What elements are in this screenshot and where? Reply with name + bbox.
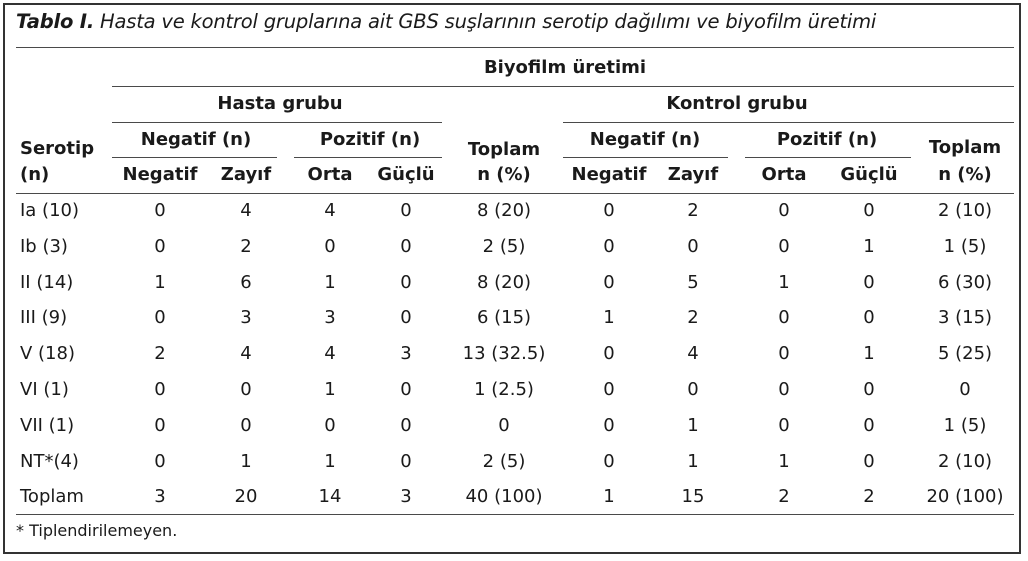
table-cell: 0: [400, 236, 412, 257]
table-cell: 0: [778, 236, 790, 257]
table-cell: 0: [603, 379, 615, 400]
table-cell: 1 (2.5): [474, 379, 534, 400]
table-cell: 1: [154, 272, 166, 293]
table-cell: 1: [687, 451, 699, 472]
table-cell: 40 (100): [465, 486, 543, 507]
table-cell: 0: [154, 236, 166, 257]
table-cell: 0: [400, 451, 412, 472]
footnote: * Tiplendirilemeyen.: [16, 521, 178, 540]
table-cell: 4: [324, 200, 336, 221]
row-serotip: Ia (10): [20, 200, 80, 221]
row-serotip: II (14): [20, 272, 74, 293]
hasta-toplam-header: Toplam: [467, 139, 541, 160]
table-cell: 0: [154, 415, 166, 436]
serotip-header-unit: (n): [20, 164, 50, 185]
table-cell: 4: [687, 343, 699, 364]
table-cell: 0: [863, 307, 875, 328]
table-cell: 0: [154, 200, 166, 221]
hasta-rule: [112, 122, 442, 123]
hasta-pozitif-rule: [294, 157, 442, 158]
row-serotip: Ib (3): [20, 236, 68, 257]
table-cell: 0: [400, 415, 412, 436]
table-cell: 1: [603, 307, 615, 328]
table-cell: 1: [324, 379, 336, 400]
table-cell: 1: [603, 486, 615, 507]
kontrol-negatif-header: Negatif (n): [589, 129, 701, 150]
table-cell: 2: [240, 236, 252, 257]
table-cell: 2: [863, 486, 875, 507]
table-cell: 1: [687, 415, 699, 436]
table-cell: 8 (20): [476, 272, 532, 293]
table-cell: 0: [603, 200, 615, 221]
table-cell: 1: [863, 343, 875, 364]
hasta-negatif-rule: [112, 157, 277, 158]
table-cell: 1: [863, 236, 875, 257]
kontrol-header: Kontrol grubu: [666, 93, 808, 114]
table-cell: 0: [400, 307, 412, 328]
kontrol-sub-negatif: Negatif: [571, 164, 647, 185]
table-cell: 2: [154, 343, 166, 364]
table-cell: 6 (30): [937, 272, 993, 293]
row-serotip: Toplam: [20, 486, 84, 507]
table-cell: 0: [154, 379, 166, 400]
table-cell: 0: [863, 415, 875, 436]
table-cell: 0: [863, 451, 875, 472]
table-cell: 0: [240, 379, 252, 400]
table-cell: 8 (20): [476, 200, 532, 221]
table-cell: 0: [603, 415, 615, 436]
table-cell: 0: [154, 307, 166, 328]
table-cell: 0: [154, 451, 166, 472]
table-cell: 1: [778, 272, 790, 293]
table-cell: 1 (5): [943, 236, 987, 257]
table-cell: 20 (100): [926, 486, 1004, 507]
table-cell: 2 (5): [482, 236, 526, 257]
hasta-pozitif-header: Pozitif (n): [319, 129, 421, 150]
table-cell: 20: [234, 486, 258, 507]
row-serotip: V (18): [20, 343, 75, 364]
table-cell: 0: [959, 379, 971, 400]
table-cell: 1: [240, 451, 252, 472]
kontrol-negatif-rule: [563, 157, 728, 158]
table-cell: 1: [778, 451, 790, 472]
table-cell: 13 (32.5): [462, 343, 546, 364]
table-cell: 1: [324, 451, 336, 472]
table-cell: 4: [240, 343, 252, 364]
caption-label: Tablo I.: [16, 10, 95, 33]
table-cell: 2 (5): [482, 451, 526, 472]
row-serotip: VII (1): [20, 415, 75, 436]
kontrol-pozitif-rule: [745, 157, 911, 158]
table-cell: 0: [778, 343, 790, 364]
row-serotip: VI (1): [20, 379, 69, 400]
table-cell: 4: [240, 200, 252, 221]
table-cell: 0: [687, 379, 699, 400]
table-cell: 3: [154, 486, 166, 507]
bottom-rule: [16, 514, 1014, 515]
table-cell: 0: [240, 415, 252, 436]
table-caption: [16, 10, 876, 33]
hasta-sub-negatif: Negatif: [122, 164, 198, 185]
serotip-header: Serotip: [20, 138, 95, 159]
table-cell: 0: [603, 451, 615, 472]
table-cell: 6 (15): [476, 307, 532, 328]
kontrol-rule: [563, 122, 1014, 123]
table-cell: 0: [324, 415, 336, 436]
table-cell: 0: [863, 200, 875, 221]
table-cell: 2: [778, 486, 790, 507]
table-cell: 2: [687, 200, 699, 221]
table-cell: 0: [863, 272, 875, 293]
table-cell: 3 (15): [937, 307, 993, 328]
hasta-header: Hasta grubu: [217, 93, 343, 114]
table-cell: 1 (5): [943, 415, 987, 436]
table-cell: 14: [318, 486, 342, 507]
header-bottom-rule: [16, 193, 1014, 194]
table-cell: 2 (10): [937, 200, 993, 221]
table-cell: 3: [400, 343, 412, 364]
kontrol-sub-guclu: Güçlü: [840, 164, 898, 185]
row-serotip: NT*(4): [20, 451, 79, 472]
table-cell: 6: [240, 272, 252, 293]
table-cell: 0: [778, 415, 790, 436]
table-cell: 0: [778, 200, 790, 221]
table-cell: 3: [400, 486, 412, 507]
kontrol-toplam-header: Toplam: [928, 137, 1002, 158]
biofilm-rule: [112, 86, 1014, 87]
table-cell: 0: [324, 236, 336, 257]
hasta-toplam-unit: n (%): [477, 164, 531, 185]
table-cell: 5 (25): [937, 343, 993, 364]
hasta-sub-orta: Orta: [307, 164, 353, 185]
table-cell: 0: [603, 272, 615, 293]
table-cell: 0: [498, 415, 510, 436]
top-rule: [16, 47, 1014, 48]
hasta-sub-zayif: Zayıf: [220, 164, 272, 185]
table-cell: 0: [603, 236, 615, 257]
table-cell: 3: [324, 307, 336, 328]
kontrol-toplam-unit: n (%): [938, 164, 992, 185]
table-cell: 0: [778, 379, 790, 400]
kontrol-pozitif-header: Pozitif (n): [776, 129, 878, 150]
table-cell: 0: [603, 343, 615, 364]
kontrol-sub-orta: Orta: [761, 164, 807, 185]
table-cell: 0: [400, 200, 412, 221]
row-serotip: III (9): [20, 307, 68, 328]
caption-text: Hasta ve kontrol gruplarına ait GBS suşlarının serotip dağılımı ve biyofilm üretimi: [94, 10, 877, 33]
table-cell: 0: [687, 236, 699, 257]
table-cell: 0: [863, 379, 875, 400]
table-cell: 0: [400, 379, 412, 400]
kontrol-sub-zayif: Zayıf: [667, 164, 719, 185]
table-cell: 2: [687, 307, 699, 328]
hasta-sub-guclu: Güçlü: [377, 164, 435, 185]
table-cell: 5: [687, 272, 699, 293]
table-cell: 0: [400, 272, 412, 293]
table-cell: 15: [681, 486, 705, 507]
table-cell: 2 (10): [937, 451, 993, 472]
table-cell: 4: [324, 343, 336, 364]
table-cell: 1: [324, 272, 336, 293]
hasta-negatif-header: Negatif (n): [140, 129, 252, 150]
table-cell: 3: [240, 307, 252, 328]
biofilm-header: Biyofilm üretimi: [483, 57, 647, 78]
table-cell: 0: [778, 307, 790, 328]
